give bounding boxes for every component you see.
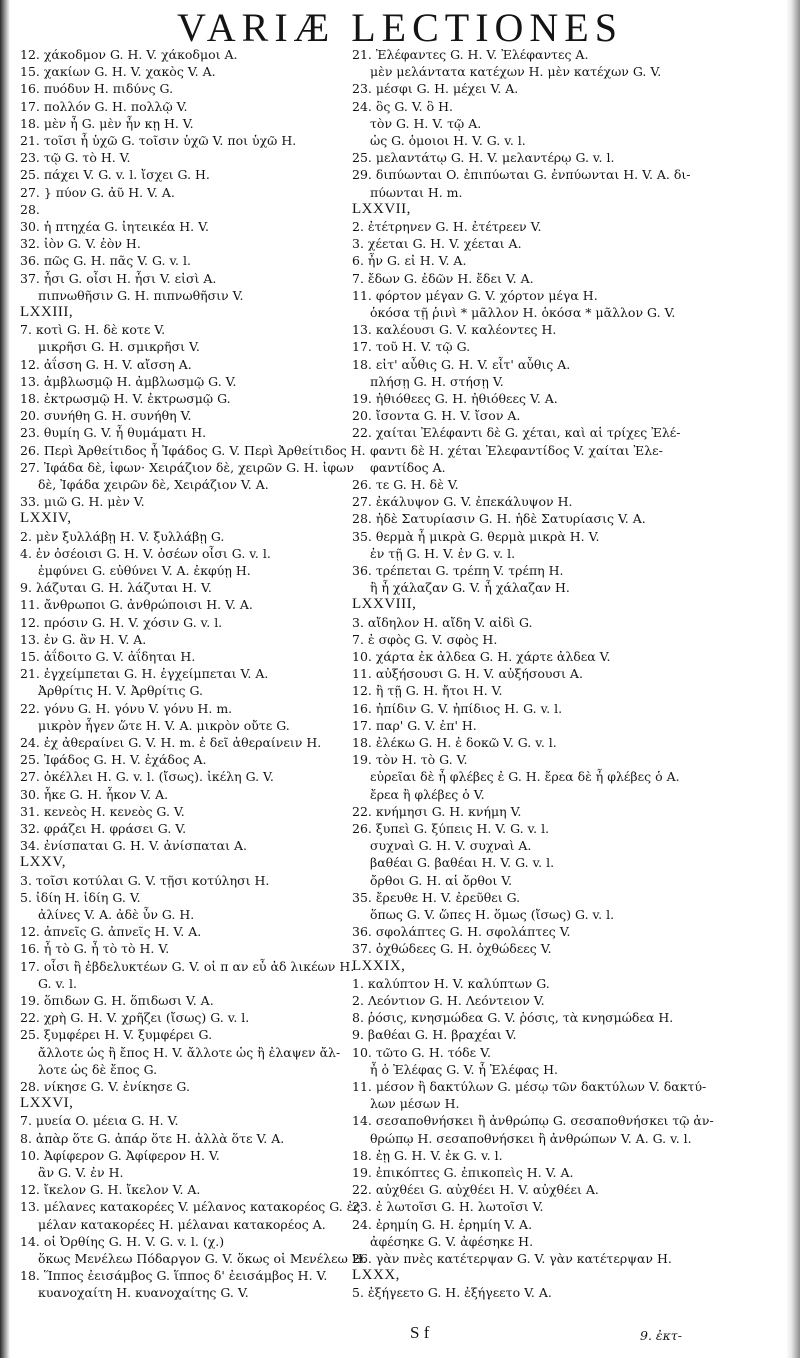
variant-reading: 19. ἠθιόθεες G. H. ἠθιόθεες V. A. [352, 391, 558, 406]
variant-reading: 16. ἦ τὸ G. ἦ τὸ τὸ H. V. [20, 941, 170, 957]
variant-reading: συχναὶ G. H. V. συχναὶ A. [370, 838, 532, 854]
variant-reading: 28. νίκησε G. V. ἐνίκησε G. [20, 1079, 190, 1094]
chapter-heading: LXXIII, [20, 304, 74, 320]
variant-reading: 22. αὐχθέει G. αὐχθέει H. V. αὐχθέει A. [352, 1182, 599, 1198]
variant-reading: ὁκόσα τῇ ῥινὶ * μᾶλλον H. ὁκόσα * μᾶλλον G. V. [370, 305, 676, 320]
variant-reading: 14. σεσαποθνήσκει ἢ ἀνθρώπῳ G. σεσαποθνήσκει τῷ ἀν- [352, 1113, 714, 1129]
variant-reading: μέλαν κατακορέες H. μέλαναι κατακορέος A. [38, 1216, 326, 1232]
variant-reading: ἀλίνες V. A. ἀδὲ ὖν G. H. [38, 907, 195, 922]
variant-reading: 16. πυόδυν H. πιδύνς G. [20, 81, 174, 97]
variant-reading: 26. Περὶ Ἀρθείτιδος ἦ Ἰφάδος G. V. Περὶ Ἀρθείτιδος H. [20, 442, 366, 458]
variant-reading: 3. αἴδηλον H. αἴδη V. αἰδὶ G. [352, 614, 533, 630]
variant-reading: 8. ῥόσις, κνησμώδεα G. V. ῥόσις, τὰ κνησμώδεα H. [352, 1010, 674, 1026]
variant-reading: θρώπῳ H. σεσαποθνήσκει ἢ ἀνθρώπων V. A. G. v. l. [370, 1130, 692, 1146]
variant-reading: 8. ἀπὰρ ὅτε G. ἀπάρ ὅτε H. ἀλλὰ ὅτε V. A. [20, 1130, 285, 1146]
variant-reading: 7. ἔδων G. ἐδῶν H. ἔδει V. A. [352, 270, 534, 286]
chapter-heading: LXXX, [352, 1267, 400, 1284]
variant-reading: 25. ξυμφέρει H. V. ξυμφέρει G. [20, 1027, 213, 1043]
variant-reading: 20. ἴσοντα G. H. V. ἴσον A. [352, 408, 521, 424]
variant-reading: μὲν μελάντατα κατέχων H. μὲν κατέχων G. V. [370, 64, 662, 80]
variant-reading: 36. σφολάπτες G. H. σφολάπτες V. [352, 924, 571, 940]
variant-reading: 26. τε G. H. δὲ V. [352, 477, 459, 492]
variant-reading: 23. ἐ λωτοῖσι G. H. λωτοῖσι V. [352, 1199, 544, 1215]
variant-reading: 19. τὸν H. τὸ G. V. [352, 752, 468, 768]
variant-reading: 10. Ἀφίφερον G. Ἀφίφερον H. V. [20, 1147, 220, 1163]
chapter-heading: LXXVIII, [352, 596, 417, 613]
page-edge-shadow [786, 0, 800, 1358]
variant-reading: φαντι δὲ H. χέται Ἐλεφαντίδος V. χαίται Ἐλε- [370, 442, 663, 458]
variant-reading: 36. τρέπεται G. τρέπη V. τρέπη H. [352, 563, 564, 578]
variant-reading: 22. χρὴ G. H. V. χρῆζει (ἴσως) G. v. l. [20, 1010, 250, 1026]
variant-reading: λοτε ὡς δὲ ἔπος G. [38, 1061, 158, 1077]
variant-reading: 11. ἄνθρωποι G. ἀνθρώποισι H. V. A. [20, 597, 253, 613]
page-title: VARIÆ LECTIONES [177, 5, 623, 50]
variant-reading: 15. ἀΐδοιτο G. V. ἀΐδηται H. [20, 649, 196, 664]
variant-reading: βαθέαι G. βαθέαι H. V. G. v. l. [370, 855, 555, 871]
variant-reading: 25. πάχει V. G. v. l. ἴσχει G. H. [20, 167, 210, 183]
variant-reading: εὐρεῖαι δὲ ἦ φλέβες ἐ G. H. ἔρεα δὲ ἦ φλέβες ὁ A. [370, 769, 680, 785]
variant-reading: 13. μέλανες κατακορέες V. μέλανος κατακορέος G. ἐς [20, 1199, 361, 1215]
variant-reading: 1. καλύπτον H. V. καλύπτων G. [352, 975, 550, 991]
chapter-heading: LXXIV, [20, 510, 72, 527]
chapter-heading: LXXVI, [20, 1095, 74, 1112]
variant-reading: 12. ἀπνεῖς G. ἀπνεῖς H. V. A. [20, 924, 202, 940]
variant-reading: 18. μὲν ἦ G. μὲν ἦν κῃ H. V. [20, 115, 194, 131]
variant-reading: 31. κενεὸς H. κενεὸς G. V. [20, 803, 185, 819]
variant-reading: ἐν τῇ G. H. V. ἐν G. v. l. [370, 545, 516, 561]
variant-reading: 32. φράζει H. φράσει G. V. [20, 821, 187, 836]
variant-reading: πιπνωθῆσιν G. H. πιπνωθῆσιν V. [38, 287, 244, 303]
variant-reading: ὅπως G. V. ὥπες H. ὅμως (ἴσως) G. v. l. [370, 907, 615, 922]
variant-reading: 4. ἐν ὀσέοισι G. H. V. ὀσέων οἶσι G. v. l. [20, 545, 271, 561]
variant-reading: ὡς G. ὁμοιοι H. V. G. v. l. [370, 133, 526, 148]
variant-reading: 24. ἐχ ἀθεραίνει G. V. H. m. ἐ δεῖ ἀθεραίνειν H. [20, 735, 322, 750]
variant-reading: μικρὸν ἧγεν ὥτε H. V. A. μικρὸν οὔτε G. [38, 717, 290, 733]
variant-reading: 9. βαθέαι G. H. βραχέαι V. [352, 1027, 517, 1043]
variant-reading: 13. ἐν G. ἂν H. V. A. [20, 631, 147, 647]
chapter-heading: LXXIX, [352, 957, 406, 974]
variant-reading: 28. ἡδὲ Σατυρίασιν G. H. ἡδὲ Σατυρίασις V. A. [352, 511, 646, 527]
variant-reading: 2. ἐτέτρηνεν G. H. ἐτέτρεεν V. [352, 219, 542, 234]
variant-reading: ἄλλοτε ὡς ἢ ἔπος H. V. ἄλλοτε ὡς ἢ ἐλαψεν ἄλ- [38, 1044, 341, 1060]
variant-reading: 13. ἀμβλωσμῷ H. ἀμβλωσμῷ G. V. [20, 373, 237, 389]
variant-reading: ἢ ἦ χάλαζαν G. V. ἦ χάλαζαν H. [370, 580, 570, 596]
variant-reading: 5. ἐξήγεετο G. H. ἐξήγεετο V. A. [352, 1285, 552, 1301]
variant-reading: 14. οἱ Ὀρθίης G. H. V. G. v. l. (χ.) [20, 1233, 225, 1249]
variant-reading: 18. Ἵππος ἐεισάμβος G. ἵππος δ' ἐεισάμβος H. V. [20, 1268, 328, 1284]
variant-reading: 18. ἐκτρωσμῷ H. V. ἐκτρωσμῷ G. [20, 391, 231, 406]
variant-reading: 26. ξυπεὶ G. ξύπεις H. V. G. v. l. [352, 821, 550, 836]
chapter-heading: LXXV, [20, 854, 66, 871]
variant-reading: 21. ἐγχείμπεται G. H. ἐγχείμπεται V. A. [20, 666, 269, 682]
variant-reading: 11. φόρτον μέγαν G. V. χόρτον μέγα H. [352, 287, 598, 303]
variant-reading: 25. Ἰφάδος G. H. V. ἐχάδος A. [20, 752, 207, 768]
variant-reading: 16. ἠπίδιν G. V. ἠπίδιος H. G. v. l. [352, 700, 563, 716]
variant-reading: 26. γὰν πνὲς κατέτερψαν G. V. γὰν κατέτερψαν H. [352, 1251, 672, 1266]
variant-reading: 3. χέεται G. H. V. χέεται A. [352, 236, 522, 252]
chapter-heading: LXXVII, [352, 200, 411, 217]
variant-reading: 35. θερμὰ ἦ μικρὰ G. θερμὰ μικρὰ H. V. [352, 528, 600, 544]
variant-reading: 9. λάζυται G. H. λάζυται H. V. [20, 580, 212, 596]
variant-reading: ἀφέσηκε G. V. ἀφέσηκε H. [370, 1233, 534, 1249]
variant-reading: 17. οἷσι ἢ ἐβδελυκτέων G. V. οἱ π αν εὖ ἀδ λικέων H. [20, 958, 355, 974]
variant-reading: 28. [20, 201, 40, 217]
variant-reading: 18. ἐῃ G. H. V. ἐκ G. v. l. [352, 1147, 503, 1163]
variant-reading: 7. κοτὶ G. H. δὲ κοτε V. [20, 322, 166, 338]
variant-reading: 17. τοῦ H. V. τῷ G. [352, 339, 471, 355]
variant-reading: πύωνται H. m. [370, 184, 463, 200]
variant-reading: 12. ἀΐσση G. H. V. αἴσση A. [20, 356, 192, 372]
variant-reading: 11. αὐξήσουσι G. H. V. αὐξήσουσι A. [352, 666, 583, 682]
variant-reading: 32. ἰὸν G. V. ἐὸν H. [20, 236, 141, 252]
variant-reading: 27. ὀκέλλει H. G. v. l. (ἴσως). ἰκέλη G. V. [20, 769, 274, 785]
variant-reading: 13. καλέουσι G. V. καλέοντες H. [352, 322, 557, 338]
variant-reading: 10. τῶτο G. H. τόδε V. [352, 1044, 491, 1060]
variant-reading: 33. μιῶ G. H. μὲν V. [20, 494, 145, 510]
variant-reading: 17. παρ' G. V. ἐπ' H. [352, 717, 477, 733]
variant-reading: 12. πρόσιν G. H. V. χόσιν G. v. l. [20, 614, 223, 630]
variant-reading: 27. Ἰφάδα δὲ, ἰφων· Χειράζιον δὲ, χειρῶν G. H. ἰφων [20, 459, 354, 475]
variant-reading: 22. κνήμησι G. H. κνήμη V. [352, 803, 522, 819]
variant-reading: ἂν G. V. ἐν H. [38, 1165, 124, 1180]
variant-reading: φαντίδος A. [370, 459, 446, 475]
variant-reading: 27. } πύον G. ἀῦ H. V. A. [20, 184, 175, 200]
variant-reading: 12. ἴκελον G. H. ἴκελον V. A. [20, 1182, 201, 1198]
variant-reading: κυανοχαίτη H. κυανοχαίτης G. V. [38, 1285, 249, 1301]
variant-reading: λων μέσων H. [370, 1096, 460, 1112]
variant-reading: 37. ὀχθώδεες G. H. ὀχθώδεες V. [352, 941, 552, 957]
variant-reading: 2. Λεόντιον G. H. Λεόντειον V. [352, 993, 545, 1008]
variant-reading: ὅκως Μενέλεω Πόδαργον G. V. ὅκως οἱ Μενέλεω H. [38, 1251, 367, 1266]
variant-reading: 29. διπύωνται O. ἐπιπύωται G. ἐνπύωνται H. V. A. δι- [352, 167, 691, 183]
variant-reading: 24. ὃς G. V. ὃ H. [352, 98, 454, 114]
variant-reading: G. v. l. [38, 975, 77, 991]
variant-reading: ἔρεα ἢ φλέβες ὁ V. [370, 786, 485, 802]
variant-reading: 19. ἐπικόπτες G. ἐπικοπεὶς H. V. A. [352, 1165, 574, 1180]
variant-reading: 22. χαίται Ἐλέφαντι δὲ G. χέται, καὶ αἱ τρίχες Ἐλέ- [352, 425, 681, 441]
variant-reading: 35. ἔρευθε H. V. ἐρεῦθει G. [352, 889, 521, 905]
catchword: 9. ἐκτ- [640, 1328, 682, 1343]
variant-reading: 21. Ἐλέφαντες G. H. V. Ἐλέφαντες A. [352, 47, 589, 62]
variant-reading: ἐμφύνει G. εὐθύνει V. A. ἐκφύῃ H. [38, 563, 251, 578]
variant-reading: 15. χακίων G. H. V. χακὸς V. A. [20, 64, 216, 80]
variant-reading: 10. χάρτα ἐκ ἀλδεα G. H. χάρτε ἀλδεα V. [352, 649, 611, 664]
variant-reading: 37. ἦσι G. οἶσι H. ἧσι V. εἰσὶ A. [20, 270, 217, 286]
variant-reading: 2. μὲν ξυλλάβῃ H. V. ξυλλάβῃ G. [20, 528, 225, 544]
printer-signature: S f [410, 1323, 430, 1342]
variant-reading: 23. τῷ G. τὸ H. V. [20, 150, 131, 166]
variant-reading: 5. ἰδίη H. ἰδίη G. V. [20, 889, 141, 905]
variant-reading: 23. μέσφι G. H. μέχει V. A. [352, 81, 519, 97]
variant-reading: τὸν G. H. V. τῷ A. [370, 115, 482, 131]
variant-reading: 7. ἐ σφὸς G. V. σφὸς H. [352, 631, 498, 647]
variant-reading: 23. θυμίη G. V. ἦ θυμάματι H. [20, 425, 207, 441]
variant-reading: 36. πῶς G. H. πᾶς V. G. v. l. [20, 253, 191, 269]
variant-reading: 20. συνήθη G. H. συνήθη V. [20, 408, 192, 424]
variant-reading: 17. πολλόν G. H. πολλῷ V. [20, 98, 188, 114]
page-gutter-shadow [0, 0, 10, 1358]
variant-reading: ὄρθοι G. H. αἱ ὄρθοι V. [370, 872, 513, 888]
variant-reading: 25. μελαντάτῳ G. H. V. μελαντέρῳ G. v. l. [352, 150, 615, 166]
variant-reading: 11. μέσον ἢ δακτύλων G. μέσῳ τῶν δακτύλων V. δακτύ- [352, 1079, 707, 1094]
variant-reading: 12. ἢ τῇ G. H. ἤτοι H. V. [352, 683, 503, 699]
variant-reading: 22. γόνυ G. H. γόνυ V. γόνυ H. m. [20, 700, 233, 716]
variant-reading: μικρῆσι G. H. σμικρῆσι V. [38, 339, 200, 355]
variant-reading: 6. ἦν G. εἰ H. V. A. [352, 253, 467, 269]
variant-reading: 3. τοῖσι κοτύλαι G. V. τῇσι κοτύλησι H. [20, 872, 270, 888]
variant-reading: 18. ἐλέκω G. H. ἐ δοκῶ V. G. v. l. [352, 735, 557, 750]
variant-reading: 19. ὅπιδων G. H. ὅπιδωσι V. A. [20, 993, 214, 1008]
variant-reading: 12. χάκοδμον G. H. V. χάκοδμοι A. [20, 47, 238, 62]
variant-reading: πλήσῃ G. H. στήσῃ V. [370, 373, 504, 389]
variant-reading: 18. εἰτ' αὖθις G. H. V. εἶτ' αὖθις A. [352, 356, 571, 372]
variant-reading: Ἀρθρίτις H. V. Ἀρθρίτις G. [38, 683, 204, 699]
variant-reading: 30. ἡ πτηχέα G. ἰητεικέα H. V. [20, 219, 209, 234]
variant-reading: 27. ἐκάλυψον G. V. ἐπεκάλυψον H. [352, 494, 573, 510]
variant-reading: 21. τοῖσι ἦ ὑχῶ G. τοῖσιν ὑχῶ V. ποι ὑχῶ H. [20, 133, 297, 148]
variant-reading: 34. ἐνίσπαται G. H. V. ἀνίσπαται A. [20, 838, 247, 854]
variant-reading: 7. μυεία O. μέεια G. H. V. [20, 1113, 179, 1129]
variant-reading: ἦ ὁ Ἐλέφας G. V. ἦ Ἐλέφας H. [370, 1061, 559, 1077]
variant-reading: 30. ἧκε G. H. ἧκον V. A. [20, 786, 169, 802]
variant-reading: δὲ, Ἰφάδα χειρῶν δὲ, Χειράζιον V. A. [38, 477, 269, 492]
variant-reading: 24. ἐρημίη G. H. ἐρημίη V. A. [352, 1216, 533, 1232]
